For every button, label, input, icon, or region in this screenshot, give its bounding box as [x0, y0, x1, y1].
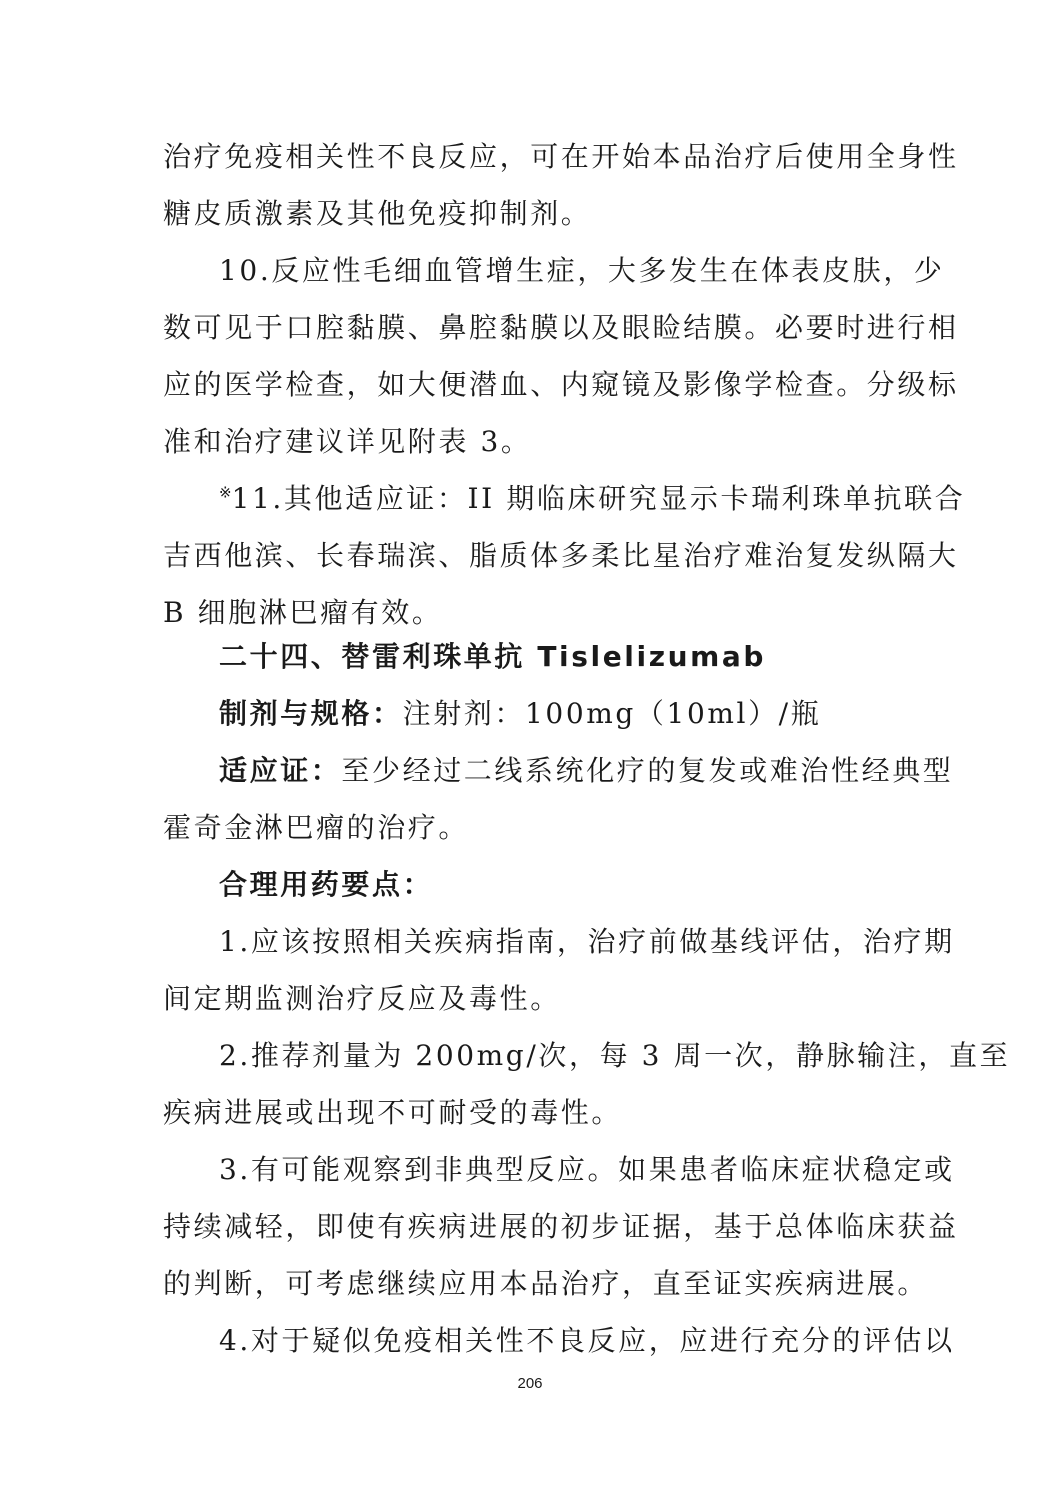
- paragraph-line: 吉西他滨、长春瑞滨、脂质体多柔比星治疗难治复发纵隔大: [163, 539, 959, 572]
- paragraph-line: 间定期监测治疗反应及毒性。: [163, 982, 561, 1015]
- paragraph-line: 准和治疗建议详见附表 3。: [163, 425, 532, 458]
- usage-point: 4.对于疑似免疫相关性不良反应，应进行充分的评估以: [219, 1324, 955, 1357]
- formulation-line: [219, 694, 903, 734]
- page-number: 206: [517, 1375, 543, 1392]
- paragraph-line: 糖皮质激素及其他免疫抑制剂。: [163, 197, 592, 230]
- usage-point: 2.推荐剂量为 200mg/次，每 3 周一次，静脉输注，直至: [219, 1039, 1011, 1072]
- paragraph-line: 10.反应性毛细血管增生症，大多发生在体表皮肤，少: [219, 254, 945, 287]
- usage-point: 3.有可能观察到非典型反应。如果患者临床症状稳定或: [219, 1153, 955, 1186]
- indication-text: 至少经过二线系统化疗的复发或难治性经典型: [341, 754, 954, 787]
- indication-label: 适应证：: [219, 754, 342, 787]
- paragraph-line: [219, 479, 966, 519]
- indication-line: [219, 751, 954, 791]
- usage-point: 1.应该按照相关疾病指南，治疗前做基线评估，治疗期: [219, 925, 955, 958]
- paragraph-text: 11.其他适应证：II 期临床研究显示卡瑞利珠单抗联合: [231, 482, 966, 515]
- reference-marker: ※: [219, 483, 232, 502]
- paragraph-line: B 细胞淋巴瘤有效。: [163, 596, 443, 629]
- drug-heading: 二十四、替雷利珠单抗 Tislelizumab: [219, 640, 767, 673]
- paragraph-line: 疾病进展或出现不可耐受的毒性。: [163, 1096, 623, 1129]
- formulation-label: 制剂与规格：: [219, 697, 403, 730]
- paragraph-line: 应的医学检查，如大便潜血、内窥镜及影像学检查。分级标: [163, 368, 959, 401]
- paragraph-line: 数可见于口腔黏膜、鼻腔黏膜以及眼睑结膜。必要时进行相: [163, 311, 959, 344]
- paragraph-line: 霍奇金淋巴瘤的治疗。: [163, 811, 470, 844]
- paragraph-line: 的判断，可考虑继续应用本品治疗，直至证实疾病进展。: [163, 1267, 929, 1300]
- paragraph-line: 持续减轻，即使有疾病进展的初步证据，基于总体临床获益: [163, 1210, 959, 1243]
- paragraph-line: 治疗免疫相关性不良反应，可在开始本品治疗后使用全身性: [163, 140, 959, 173]
- formulation-value: 注射剂：100mg（10ml）/瓶: [402, 697, 822, 730]
- usage-heading: 合理用药要点：: [219, 868, 434, 901]
